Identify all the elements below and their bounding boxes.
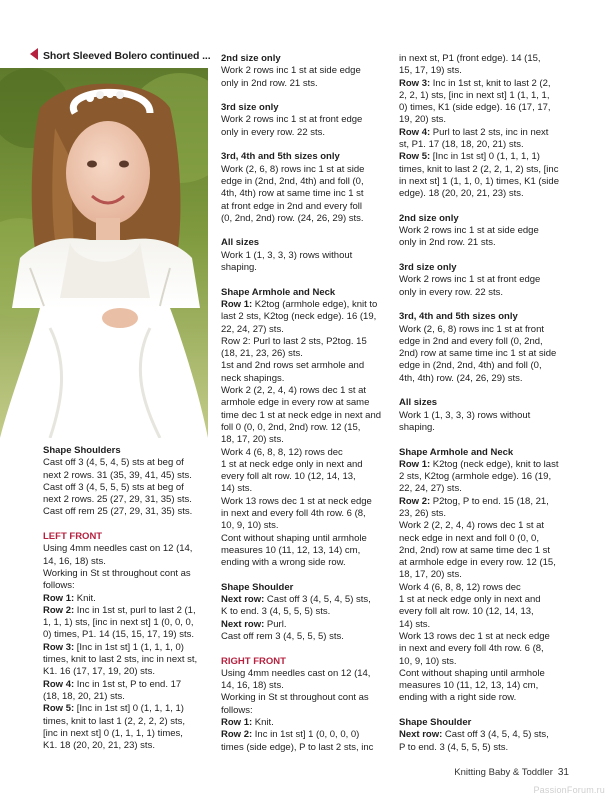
instruction-line: 18, 17, 20) sts. — [399, 569, 462, 581]
instruction-line — [221, 299, 391, 311]
instruction-line: 23, 26) sts. — [399, 507, 446, 519]
instruction-line: Cast off rem 3 (4, 5, 5, 5) sts. — [221, 630, 344, 642]
instruction-line — [399, 127, 571, 139]
instruction-line: Cont without shaping until armhole — [399, 667, 545, 679]
publication-name: Knitting Baby & Toddler — [454, 767, 553, 778]
row-label: Row 2: — [43, 604, 75, 616]
instruction-line: edge in (2nd, 2nd, 4th) and foll (0, — [399, 360, 542, 372]
instruction-line: 22, 24, 27) sts. — [399, 483, 462, 495]
row-label: Row 4: — [399, 126, 431, 138]
row-text: Inc in 1st st, knit to last 2 (2, — [430, 77, 551, 89]
row-text: [Inc in 1st st] 0 (1, 1, 1, 1) — [430, 151, 540, 163]
instruction-line: Working in St st throughout cont as — [43, 567, 191, 579]
instruction-line: 4th, 4th) row. (24, 26, 29) sts. — [399, 372, 523, 384]
row-text: Inc in 1st st, P to end. 17 — [74, 678, 182, 690]
instruction-line: 4th, 4th) row at same time inc 1 st — [221, 188, 364, 200]
instruction-line: Cast off rem 25 (27, 29, 31, 35) sts. — [43, 506, 193, 518]
column-2 — [221, 53, 391, 766]
instruction-line: times, knit to last 2 sts, inc in next st, — [43, 654, 198, 666]
pattern-section — [399, 213, 571, 250]
instruction-line: Work 13 rows dec 1 st at neck edge — [221, 495, 372, 507]
instruction-line: st, P1. 17 (18, 18, 20, 21) sts. — [399, 139, 524, 151]
instruction-line: Work (2, 6, 8) rows inc 1 st at front — [399, 323, 545, 335]
instruction-line: 10, 9, 10) sts. — [399, 655, 457, 667]
section-heading: Shape Armhole and Neck — [221, 286, 336, 298]
pattern-section — [399, 447, 571, 705]
instruction-line: 1 st at neck edge only in next and — [221, 458, 363, 470]
instruction-line: Work 2 rows inc 1 st at front edge — [399, 274, 541, 286]
instruction-line: P to end. 3 (4, 5, 5, 5) sts. — [399, 741, 509, 753]
row-label: Row 1: — [399, 458, 431, 470]
instruction-line: neck edge in next and foll 0 (0, 0, — [399, 532, 539, 544]
instruction-line: foll 0 (0, 0, 2nd, 2nd) row. 12 (15, — [221, 421, 361, 433]
pattern-section — [399, 53, 571, 201]
instruction-line — [43, 703, 213, 715]
instruction-line: in next and every foll 4th row. 6 (8, — [221, 507, 366, 519]
row-label: Row 5: — [43, 703, 75, 715]
instruction-line: K to end. 3 (4, 5, 5, 5) sts. — [221, 606, 331, 618]
instruction-line: Working in St st throughout cont as — [221, 692, 369, 704]
row-label: Row 1: — [221, 298, 253, 310]
section-heading: LEFT FRONT — [43, 531, 103, 543]
pattern-section — [399, 717, 571, 754]
row-text: Knit. — [252, 717, 274, 729]
instruction-line: Work 1 (1, 3, 3, 3) rows without — [221, 249, 353, 261]
instruction-line: Work 4 (6, 8, 8, 12) rows dec — [399, 581, 521, 593]
instruction-line: 1, 1, 1) sts, [inc in next st] 1 (0, 0, 0, — [43, 617, 194, 629]
instruction-line: at armhole edge in every row. 12 (15, — [399, 557, 556, 569]
instruction-line: time dec 1 st at neck edge in next and — [221, 409, 382, 421]
row-text: Purl. — [264, 618, 287, 630]
instruction-line: next 2 rows. 31 (35, 39, 41, 45) sts. — [43, 469, 192, 481]
section-heading: 3rd, 4th and 5th sizes only — [399, 311, 518, 323]
instruction-line: only in every row. 22 sts. — [221, 126, 326, 138]
row-label: Row 5: — [399, 151, 431, 163]
column-1 — [43, 445, 213, 765]
instruction-line: (0, 2nd, 2nd) row. (24, 26, 29) sts. — [221, 212, 364, 224]
instruction-line: K1. 18 (20, 20, 21, 23) sts. — [43, 740, 155, 752]
instruction-line — [399, 496, 571, 508]
instruction-line: edge). 18 (20, 20, 21, 23) sts. — [399, 188, 524, 200]
row-text: Purl to last 2 sts, inc in next — [430, 126, 549, 138]
pattern-section — [399, 311, 571, 385]
instruction-line: neck shapings. — [221, 372, 285, 384]
row-label: Row 2: — [221, 729, 253, 741]
instruction-line: K1. 16 (17, 17, 19, 20) sts. — [43, 666, 155, 678]
instruction-line: Using 4mm needles cast on 12 (14, — [221, 667, 371, 679]
instruction-line: Using 4mm needles cast on 12 (14, — [43, 543, 193, 555]
row-text: Inc in 1st st] 1 (0, 0, 0, 0) — [252, 729, 360, 741]
back-arrow-icon — [30, 48, 38, 60]
instruction-line — [399, 78, 571, 90]
instruction-line: 2, 2, 1) sts, [inc in next st] 1 (1, 1, 1, — [399, 89, 550, 101]
instruction-line: at front edge in 2nd and every foll — [221, 200, 363, 212]
instruction-line: Work 2 rows inc 1 st at side edge — [221, 65, 361, 77]
instruction-line: in next and every foll 4th row. 6 (8, — [399, 643, 544, 655]
instruction-line: shaping. — [221, 262, 257, 274]
row-text: Cast off 3 (4, 5, 4, 5) sts, — [442, 729, 549, 741]
instruction-line: 0) times, K1 (side edge). 16 (17, 17, — [399, 102, 551, 114]
instruction-line: edge in 2nd and every foll (0, 2nd, — [399, 335, 543, 347]
instruction-line: in next st] 1 (1, 1, 0, 1) times, K1 (side — [399, 175, 559, 187]
instruction-line: Work 1 (1, 3, 3, 3) rows without — [399, 409, 531, 421]
instruction-line: 14, 16, 18) sts. — [221, 680, 284, 692]
instruction-line: 14) sts. — [399, 618, 431, 630]
instruction-line: [inc in next st] 0 (1, 1, 1, 1) times, — [43, 727, 183, 739]
instruction-line — [221, 729, 391, 741]
instruction-line: 15, 17, 19) sts. — [399, 65, 462, 77]
instruction-line: times, knit to last 2 (2, 2, 1, 2) sts, [inc — [399, 163, 559, 175]
page-number: 31 — [557, 767, 569, 778]
instruction-line: in next st, P1 (front edge). 14 (15, — [399, 53, 541, 64]
instruction-line: next 2 rows. 25 (27, 29, 31, 35) sts. — [43, 494, 192, 506]
instruction-line: Work 2 (2, 2, 4, 4) rows dec 1 st at — [221, 385, 367, 397]
instruction-line: measures 10 (11, 12, 13, 14) cm, — [221, 544, 361, 556]
instruction-line: every foll alt row. 10 (12, 14, 13, — [399, 606, 534, 618]
instruction-line: 22, 24, 27) sts. — [221, 323, 284, 335]
instruction-line: 18, 17, 20) sts. — [221, 434, 284, 446]
section-heading: 3rd size only — [221, 102, 279, 114]
pattern-section — [221, 151, 391, 225]
instruction-line — [221, 594, 391, 606]
pattern-section — [221, 656, 391, 754]
instruction-line: Cont without shaping until armhole — [221, 532, 367, 544]
instruction-line: only in 2nd row. 21 sts. — [399, 237, 496, 249]
instruction-line: 2nd, 2nd) row at same time dec 1 st — [399, 544, 551, 556]
section-heading: Shape Armhole and Neck — [399, 446, 514, 458]
page-header — [30, 48, 211, 62]
instruction-line: every foll alt row. 10 (12, 14, 13, — [221, 471, 356, 483]
instruction-line: (18, 21, 23, 26) sts. — [221, 348, 303, 360]
instruction-line: last 2 sts, K2tog (neck edge). 16 (19, — [221, 311, 377, 323]
instruction-line: 14, 16, 18) sts. — [43, 555, 106, 567]
instruction-line: ending with a wrong side row. — [221, 557, 346, 569]
pattern-section — [221, 237, 391, 274]
pattern-section — [221, 287, 391, 570]
instruction-line: follows: — [221, 704, 253, 716]
row-text: P2tog, P to end. 15 (18, 21, — [430, 495, 549, 507]
row-label: Row 3: — [43, 641, 75, 653]
instruction-line: Cast off 3 (4, 5, 4, 5) sts at beg of — [43, 457, 184, 469]
instruction-line — [221, 717, 391, 729]
instruction-line: 2 sts, K2tog (armhole edge). 16 (19, — [399, 471, 552, 483]
row-text: Inc in 1st st, purl to last 2 (1, — [74, 604, 196, 616]
instruction-line: only in every row. 22 sts. — [399, 286, 504, 298]
row-label: Row 3: — [399, 77, 431, 89]
instruction-line — [399, 459, 571, 471]
instruction-line: Work 4 (6, 8, 8, 12) rows dec — [221, 446, 343, 458]
instruction-line: 19, 20) sts. — [399, 114, 446, 126]
instruction-line: shaping. — [399, 421, 435, 433]
instruction-line — [221, 619, 391, 631]
instruction-line: ending with a right side row. — [399, 692, 517, 704]
section-heading: 3rd size only — [399, 262, 457, 274]
instruction-line: Work 13 rows dec 1 st at neck edge — [399, 630, 550, 642]
instruction-line: measures 10 (11, 12, 13, 14) cm, — [399, 680, 539, 692]
instruction-line: Cast off 3 (4, 5, 5, 5) sts at beg of — [43, 481, 184, 493]
row-label: Next row: — [399, 729, 443, 741]
row-text: Cast off 3 (4, 5, 4, 5) sts, — [264, 594, 371, 606]
section-heading: 2nd size only — [221, 53, 281, 64]
instruction-line — [399, 729, 571, 741]
instruction-line: Work 2 rows inc 1 st at side edge — [399, 225, 539, 237]
page-footer — [454, 767, 569, 778]
instruction-line: 10, 9, 10) sts. — [221, 520, 279, 532]
instruction-line: 2nd) row at same time inc 1 st at side — [399, 348, 557, 360]
instruction-line: 1st and 2nd rows set armhole and — [221, 360, 365, 372]
row-label: Next row: — [221, 618, 265, 630]
instruction-line: edge in (2nd, 2nd, 4th) and foll (0, — [221, 175, 364, 187]
row-text: [Inc in 1st st] 0 (1, 1, 1, 1) — [74, 703, 184, 715]
instruction-line: Row 2: Purl to last 2 sts, P2tog. 15 — [221, 335, 367, 347]
pattern-section — [221, 102, 391, 139]
section-heading: Shape Shoulders — [43, 445, 121, 456]
instruction-line — [43, 593, 213, 605]
instruction-line: armhole edge in every row at same — [221, 397, 370, 409]
girl-photo — [0, 68, 208, 438]
section-heading: All sizes — [399, 397, 438, 409]
instruction-line — [43, 642, 213, 654]
pattern-section — [221, 582, 391, 643]
section-heading: All sizes — [221, 237, 260, 249]
instruction-line — [43, 679, 213, 691]
pattern-section — [43, 445, 213, 519]
row-label: Row 1: — [43, 592, 75, 604]
pattern-section — [221, 53, 391, 90]
watermark: PassionForum.ru — [533, 785, 605, 795]
section-heading: Shape Shoulder — [221, 581, 294, 593]
instruction-line: Work 2 rows inc 1 st at front edge — [221, 114, 363, 126]
pattern-section — [399, 397, 571, 434]
instruction-line: Work 2 (2, 2, 4, 4) rows dec 1 st at — [399, 520, 545, 532]
row-text: K2tog (armhole edge), knit to — [252, 298, 378, 310]
instruction-line — [43, 605, 213, 617]
instruction-line — [399, 151, 571, 163]
instruction-line: Work (2, 6, 8) rows inc 1 st at side — [221, 163, 365, 175]
instruction-line: times, knit to last 1 (2, 2, 2, 2) sts, — [43, 715, 186, 727]
instruction-line: 1 st at neck edge only in next and — [399, 594, 541, 606]
column-3 — [399, 53, 571, 766]
section-heading: 3rd, 4th and 5th sizes only — [221, 151, 340, 163]
row-label: Row 1: — [221, 717, 253, 729]
instruction-line: 0) times, P1. 14 (15, 15, 17, 19) sts. — [43, 629, 195, 641]
row-label: Row 2: — [399, 495, 431, 507]
instruction-line: 14) sts. — [221, 483, 253, 495]
instruction-line: (18, 18, 20, 21) sts. — [43, 690, 125, 702]
section-heading: Shape Shoulder — [399, 717, 472, 729]
pattern-section — [399, 262, 571, 299]
instruction-line: times (side edge), P to last 2 sts, inc — [221, 741, 374, 753]
row-text: Knit. — [74, 592, 96, 604]
section-heading: RIGHT FRONT — [221, 655, 286, 667]
row-text: K2tog (neck edge), knit to last — [430, 458, 559, 470]
row-label: Next row: — [221, 594, 265, 606]
instruction-line: only in 2nd row. 21 sts. — [221, 77, 318, 89]
row-text: [Inc in 1st st] 1 (1, 1, 1, 0) — [74, 641, 184, 653]
section-heading: 2nd size only — [399, 212, 459, 224]
pattern-section — [43, 531, 213, 752]
header-title: Short Sleeved Bolero continued ... — [43, 50, 211, 62]
instruction-line: follows: — [43, 580, 75, 592]
row-label: Row 4: — [43, 678, 75, 690]
